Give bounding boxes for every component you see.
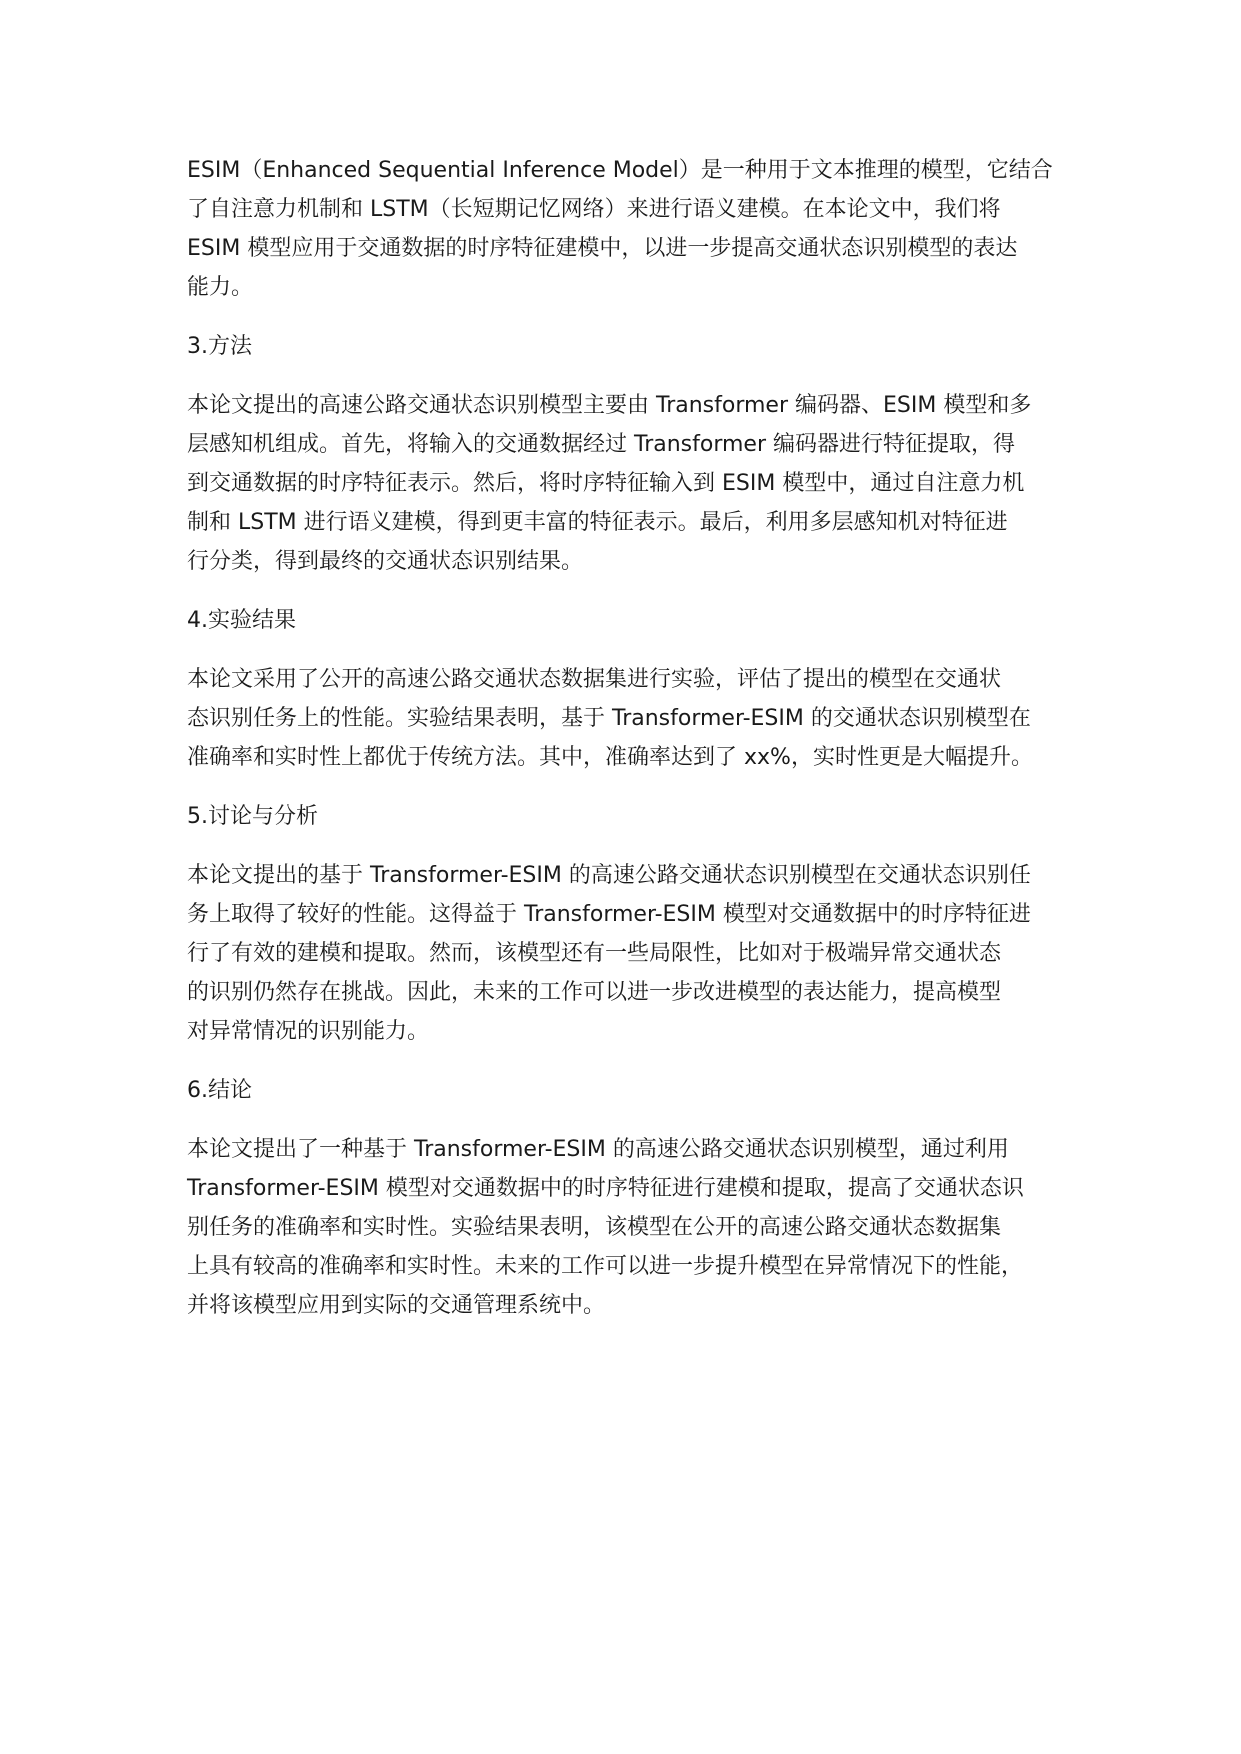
text-line: 上具有较高的准确率和实时性。未来的工作可以进一步提升模型在异常情况下的性能，: [187, 1254, 1024, 1279]
text-line: ESIM 模型应用于交通数据的时序特征建模中，以进一步提高交通状态识别模型的表达: [187, 236, 1018, 261]
section-heading-results: [187, 601, 1087, 640]
text-line: 本论文提出了一种基于 Transformer-ESIM 的高速公路交通状态识别模型，通过利用: [187, 1137, 1009, 1162]
paragraph-method: [187, 386, 1087, 581]
text-line: 本论文提出的基于 Transformer-ESIM 的高速公路交通状态识别模型在交通状态识别任: [187, 863, 1031, 888]
paragraph-discussion: [187, 856, 1087, 1051]
text-line: 态识别任务上的性能。实验结果表明，基于 Transformer-ESIM 的交通状态识别模型在: [187, 706, 1031, 731]
text-line: 制和 LSTM 进行语义建模，得到更丰富的特征表示。最后，利用多层感知机对特征进: [187, 510, 1008, 535]
text-line: 本论文提出的高速公路交通状态识别模型主要由 Transformer 编码器、ESIM 模型和多: [187, 393, 1032, 418]
text-line: ESIM（Enhanced Sequential Inference Model）是一种用于文本推理的模型，它结合: [187, 158, 1053, 183]
text-line: Transformer-ESIM 模型对交通数据中的时序特征进行建模和提取，提高了交通状态识: [187, 1176, 1024, 1201]
text-line: 务上取得了较好的性能。这得益于 Transformer-ESIM 模型对交通数据中的时序特征进: [187, 902, 1031, 927]
text-line: 对异常情况的识别能力。: [187, 1019, 430, 1044]
text-line: 行了有效的建模和提取。然而，该模型还有一些局限性，比如对于极端异常交通状态: [187, 941, 1002, 966]
text-line: 层感知机组成。首先，将输入的交通数据经过 Transformer 编码器进行特征提取，得: [187, 432, 1015, 457]
text-line: 能力。: [187, 275, 254, 300]
section-heading-method: [187, 327, 1087, 366]
text-line: 本论文采用了公开的高速公路交通状态数据集进行实验，评估了提出的模型在交通状: [187, 667, 1002, 692]
section-heading-discussion: [187, 797, 1087, 836]
text-line: 行分类，得到最终的交通状态识别结果。: [187, 549, 584, 574]
text-line: 的识别仍然存在挑战。因此，未来的工作可以进一步改进模型的表达能力，提高模型: [187, 980, 1002, 1005]
section-heading-conclusion: [187, 1071, 1087, 1110]
paragraph-results: [187, 660, 1087, 777]
document-body: [187, 151, 1087, 1345]
heading-text: 4.实验结果: [187, 608, 296, 633]
heading-text: 6.结论: [187, 1078, 252, 1103]
text-line: 了自注意力机制和 LSTM（长短期记忆网络）来进行语义建模。在本论文中，我们将: [187, 197, 1001, 222]
heading-text: 3.方法: [187, 334, 252, 359]
text-line: 准确率和实时性上都优于传统方法。其中，准确率达到了 xx%，实时性更是大幅提升。: [187, 745, 1033, 770]
text-line: 并将该模型应用到实际的交通管理系统中。: [187, 1293, 606, 1318]
text-line: 别任务的准确率和实时性。实验结果表明，该模型在公开的高速公路交通状态数据集: [187, 1215, 1002, 1240]
paragraph-esim-intro: [187, 151, 1087, 307]
text-line: 到交通数据的时序特征表示。然后，将时序特征输入到 ESIM 模型中，通过自注意力机: [187, 471, 1025, 496]
heading-text: 5.讨论与分析: [187, 804, 318, 829]
paragraph-conclusion: [187, 1130, 1087, 1325]
